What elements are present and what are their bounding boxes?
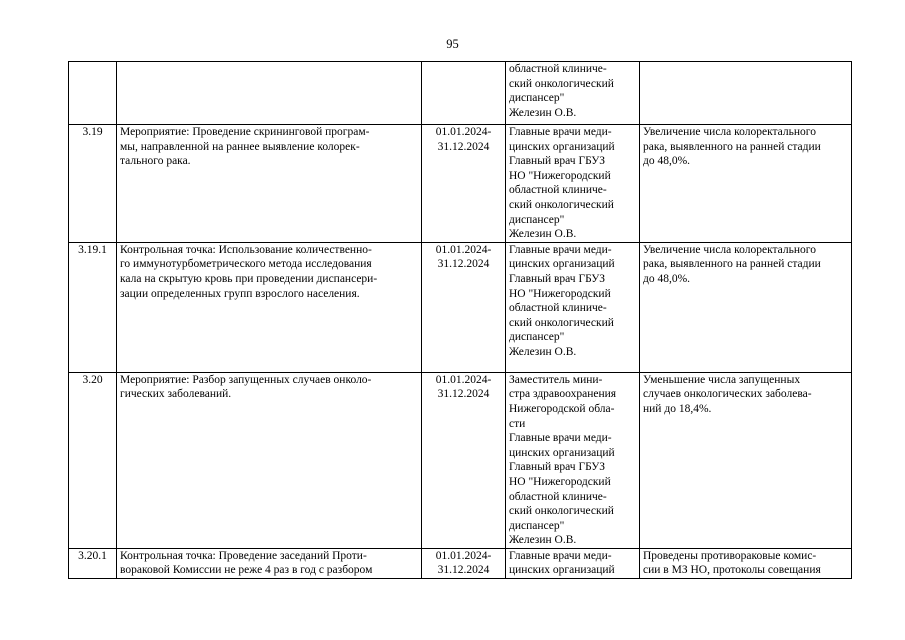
result-cell <box>640 242 852 372</box>
event-cell <box>117 372 422 548</box>
cell-text-line: рака, выявленного на ранней стадии <box>643 258 821 271</box>
cell-text-line: НО "Нижегородский <box>509 475 611 488</box>
cell-text-line: Контрольная точка: Проведение заседаний Проти- <box>120 549 367 562</box>
cell-text-line: сти <box>509 417 526 430</box>
table-row <box>69 548 852 578</box>
cell-text-line: Железин О.В. <box>509 345 577 358</box>
cell-text-line: НО "Нижегородский <box>509 287 611 300</box>
cell-text-line: цинских организаций <box>509 258 615 271</box>
cell-text-line: областной клиниче- <box>509 302 607 315</box>
table-row <box>69 372 852 548</box>
cell-text-line: 01.01.2024- <box>435 126 492 138</box>
result-cell <box>640 125 852 243</box>
date-cell <box>422 125 506 243</box>
row-number-cell: 3.20 <box>69 372 117 548</box>
event-cell <box>117 548 422 578</box>
cell-text-line: цинских организаций <box>509 564 615 577</box>
cell-text-line: Заместитель мини- <box>509 373 603 386</box>
cell-text-line: Проведены противораковые комис- <box>643 549 817 562</box>
cell-text-line: Железин О.В. <box>509 106 577 119</box>
cell-text-line: цинских организаций <box>509 446 615 459</box>
cell-text-line: диспансер" <box>509 92 565 105</box>
cell-text-line: Главный врач ГБУЗ <box>509 461 606 474</box>
cell-text-line: диспансер" <box>509 331 565 344</box>
cell-text-line: 31.12.2024 <box>437 388 490 401</box>
cell-text-line: тального рака. <box>120 155 191 168</box>
row-number-cell: 3.20.1 <box>69 548 117 578</box>
responsible-cell <box>506 62 640 125</box>
date-cell <box>422 548 506 578</box>
row-number-cell <box>69 62 117 125</box>
plan-table <box>68 61 852 579</box>
cell-text-line: гических заболеваний. <box>120 388 232 401</box>
cell-text-line: до 48,0%. <box>643 155 691 168</box>
cell-text-line: рака, выявленного на ранней стадии <box>643 140 821 153</box>
cell-text-line: областной клиниче- <box>509 490 607 503</box>
event-cell <box>117 125 422 243</box>
cell-text-line: Контрольная точка: Использование количественно- <box>120 243 372 256</box>
cell-text-line: 01.01.2024- <box>435 373 492 386</box>
result-cell <box>640 62 852 125</box>
cell-text-line: ский онкологический <box>509 198 614 211</box>
cell-text-line: Главные врачи меди- <box>509 243 612 256</box>
cell-text-line: Мероприятие: Разбор запущенных случаев онколо- <box>120 373 372 386</box>
cell-text-line: Главные врачи меди- <box>509 549 612 562</box>
table-row <box>69 242 852 372</box>
cell-text-line: цинских организаций <box>509 140 615 153</box>
cell-text-line: диспансер" <box>509 213 565 226</box>
cell-text-line: Мероприятие: Проведение скрининговой програм- <box>120 126 370 138</box>
cell-text-line: Уменьшение числа запущенных <box>643 373 801 386</box>
cell-text-line: ский онкологический <box>509 316 614 329</box>
cell-text-line: областной клиниче- <box>509 184 607 197</box>
cell-text-line: мы, направленной на раннее выявление колорек- <box>120 140 360 153</box>
event-cell <box>117 62 422 125</box>
event-cell <box>117 242 422 372</box>
cell-text-line: областной клиниче- <box>509 63 607 75</box>
row-number-cell: 3.19 <box>69 125 117 243</box>
table-row <box>69 125 852 243</box>
cell-text-line: Главные врачи меди- <box>509 432 612 445</box>
cell-text-line: кала на скрытую кровь при проведении диспансери- <box>120 272 378 285</box>
date-cell <box>422 372 506 548</box>
cell-text-line: Железин О.В. <box>509 534 577 547</box>
cell-text-line: НО "Нижегородский <box>509 169 611 182</box>
responsible-cell <box>506 372 640 548</box>
date-cell <box>422 62 506 125</box>
cell-text-line: Нижегородской обла- <box>509 402 615 415</box>
cell-text-line: 31.12.2024 <box>437 564 490 577</box>
cell-text-line: Увеличение числа колоректального <box>643 126 816 138</box>
responsible-cell <box>506 548 640 578</box>
responsible-cell <box>506 242 640 372</box>
cell-text-line: ский онкологический <box>509 505 614 518</box>
cell-text-line: зации определенных групп взрослого населения. <box>120 287 360 300</box>
row-number-cell: 3.19.1 <box>69 242 117 372</box>
cell-text-line: Главные врачи меди- <box>509 126 612 138</box>
cell-text-line: Главный врач ГБУЗ <box>509 155 606 168</box>
cell-text-line: вораковой Комиссии не реже 4 раз в год с разбором <box>120 564 373 577</box>
cell-text-line: до 48,0%. <box>643 272 691 285</box>
table-row <box>69 62 852 125</box>
cell-text-line: стра здравоохранения <box>509 388 617 401</box>
page-number: 95 <box>446 37 459 51</box>
responsible-cell <box>506 125 640 243</box>
cell-text-line: ский онкологический <box>509 77 614 90</box>
cell-text-line: 01.01.2024- <box>435 549 492 562</box>
cell-text-line: диспансер" <box>509 519 565 532</box>
cell-text-line: ний до 18,4%. <box>643 402 712 415</box>
cell-text-line: Главный врач ГБУЗ <box>509 272 606 285</box>
cell-text-line: 31.12.2024 <box>437 140 490 153</box>
cell-text-line: Увеличение числа колоректального <box>643 243 816 256</box>
cell-text-line: случаев онкологических заболева- <box>643 388 812 401</box>
cell-text-line: го иммунотурбометрического метода исследования <box>120 258 372 271</box>
result-cell <box>640 548 852 578</box>
result-cell <box>640 372 852 548</box>
date-cell <box>422 242 506 372</box>
cell-text-line: 01.01.2024- <box>435 243 492 256</box>
cell-text-line: 31.12.2024 <box>437 258 490 271</box>
cell-text-line: сии в МЗ НО, протоколы совещания <box>643 564 821 577</box>
cell-text-line: Железин О.В. <box>509 228 577 241</box>
